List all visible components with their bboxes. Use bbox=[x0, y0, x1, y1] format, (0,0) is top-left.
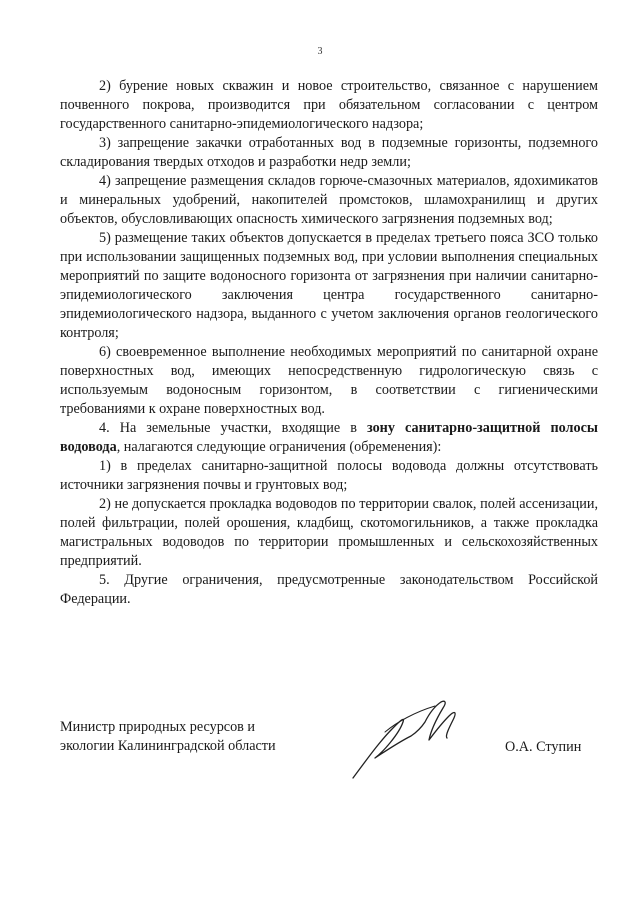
paragraph-item-6: 6) своевременное выполнение необходимых мероприятий по санитарной охране поверхностных вод, имеющих непосредственную гидрологическую связь с используемым водоносным горизонтом, в соответствии с гигиеническими требованиями к охране поверхностных вод. bbox=[60, 344, 598, 417]
paragraph-item-5: 5) размещение таких объектов допускается в пределах третьего пояса ЗСО только при использовании защищенных подземных вод, при условии выполнения специальных мероприятий по защите водоносного горизонта от загрязнения при наличии санитарно-эпидемиологического заключения центра государственного санитарно-эпидемиологического надзора, выданного с учетом заключения органов геологического контроля; bbox=[60, 230, 598, 341]
section-4-item-2: 2) не допускается прокладка водоводов по территории свалок, полей ассенизации, полей фильтрации, полей орошения, кладбищ, скотомогильников, а также прокладка магистральных водоводов по территории промышленных и сельскохозяйственных предприятий. bbox=[60, 496, 598, 569]
document-body bbox=[60, 77, 598, 609]
section-5: 5. Другие ограничения, предусмотренные законодательством Российской Федерации. bbox=[60, 572, 598, 607]
section-4-bold-zone: зону санитарно-защитной полосы водовода bbox=[60, 420, 598, 455]
paragraph-item-4: 4) запрещение размещения складов горюче-смазочных материалов, ядохимикатов и минеральных удобрений, накопителей промстоков, шламохранилищ и других объектов, обусловливающих опасность химического загрязнения подземных вод; bbox=[60, 173, 598, 227]
signatory-title-line-2: экологии Калининградской области bbox=[60, 738, 276, 754]
section-4-prefix: 4. На земельные участки, входящие в bbox=[99, 420, 367, 436]
signatory-title-line-1: Министр природных ресурсов и bbox=[60, 719, 256, 735]
page-number: 3 bbox=[317, 46, 323, 57]
section-4-item-1: 1) в пределах санитарно-защитной полосы водовода должны отсутствовать источники загрязнения почвы и грунтовых вод; bbox=[60, 458, 598, 493]
signatory-name: О.А. Ступин bbox=[505, 739, 582, 755]
handwritten-signature bbox=[345, 692, 475, 782]
paragraph-item-3: 3) запрещение закачки отработанных вод в подземные горизонты, подземного складирования твердых отходов и разработки недр земли; bbox=[60, 135, 598, 170]
signatory-title bbox=[60, 718, 276, 756]
section-4-heading bbox=[60, 419, 598, 457]
paragraph-item-2: 2) бурение новых скважин и новое строительство, связанное с нарушением почвенного покрова, производится при обязательном согласовании с центром государственного санитарно-эпидемиологического надзора; bbox=[60, 78, 598, 132]
section-4-suffix: , налагаются следующие ограничения (обременения): bbox=[116, 439, 442, 455]
